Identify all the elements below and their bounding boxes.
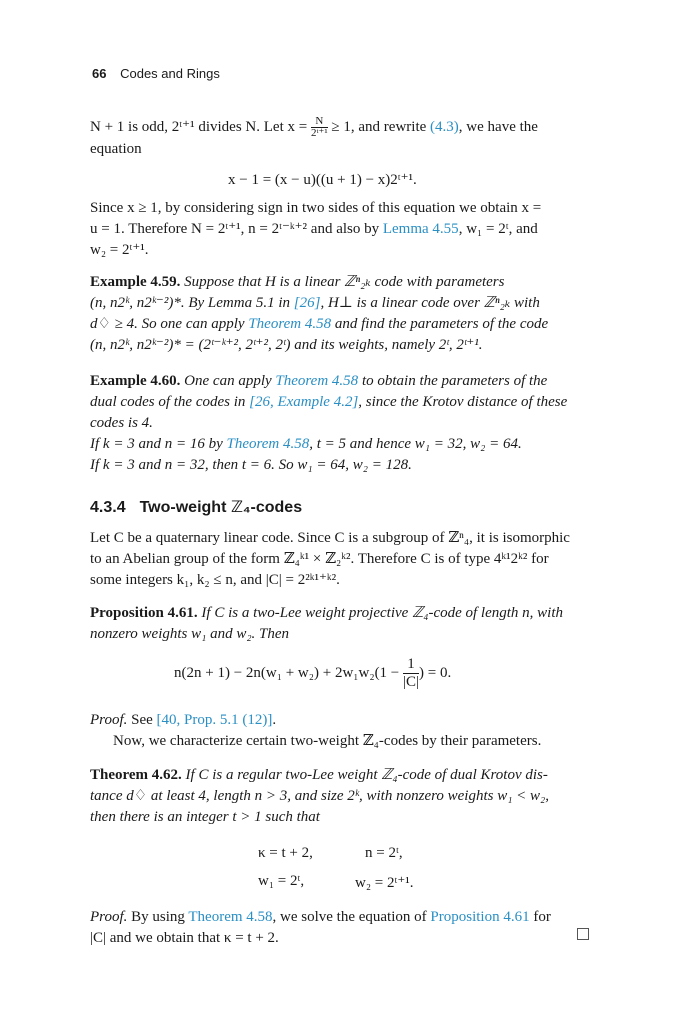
text-line: Now, we characterize certain two-weight ℤ₄-codes by their parameters. <box>113 733 542 749</box>
text: for <box>529 909 551 925</box>
text: u = 1. Therefore N = 2ᵗ⁺¹, n = 2ᵗ⁻ᵏ⁺² and also by <box>90 221 383 237</box>
text: (n, n2ᵏ, n2ᵏ⁻²)*. By Lemma 5.1 in <box>90 295 294 311</box>
eq-w1: w₁ = 2ᵗ, <box>258 873 305 889</box>
text-line: tance d♢ at least 4, length n > 3, and size 2ᵏ, with nonzero weights w₁ < w₂, <box>90 788 550 804</box>
text: Suppose that H is a linear ℤⁿ₂ₖ code with parameters <box>180 274 505 290</box>
text-line: Let C be a quaternary linear code. Since C is a subgroup of ℤⁿ₄, it is isomorphic <box>90 530 570 546</box>
theorem-link[interactable]: Theorem 4.58 <box>226 436 310 452</box>
text-line: nonzero weights w₁ and w₂. Then <box>90 626 290 642</box>
text-line: codes is 4. <box>90 415 153 431</box>
text: If k = 3 and n = 16 by <box>90 436 227 452</box>
fraction-denominator: 2ᵗ⁺¹ <box>310 127 328 139</box>
text: . <box>272 712 277 728</box>
theorem-link[interactable]: Theorem 4.58 <box>188 909 273 925</box>
text: , since the Krotov distance of these <box>358 394 568 410</box>
equation-link[interactable]: (4.3) <box>430 118 459 135</box>
text-line: to an Abelian group of the form ℤ₄ᵏ¹ × ℤ₂ᵏ². Therefore C is of type 4ᵏ¹2ᵏ² for <box>90 551 549 567</box>
text-line: equation <box>90 141 142 157</box>
text: One can apply <box>180 373 276 389</box>
section-heading <box>90 497 302 517</box>
text: , we solve the equation of <box>272 909 431 925</box>
eq-n: n = 2ᵗ, <box>365 845 403 861</box>
citation-link[interactable]: [40, Prop. 5.1 (12)] <box>156 712 273 728</box>
section-title: Two-weight ℤ₄-codes <box>139 499 303 516</box>
citation-link[interactable]: [26, Example 4.2] <box>249 394 359 410</box>
proposition-4-61 <box>90 603 590 645</box>
example-label: Example 4.60. <box>90 373 181 389</box>
proof-label: Proof. <box>90 712 128 728</box>
text: and find the parameters of the code <box>331 316 549 332</box>
text-line: If k = 3 and n = 32, then t = 6. So w₁ = 64, w₂ = 128. <box>90 457 412 473</box>
running-header <box>92 66 220 81</box>
text: , w₁ = 2ᵗ, and <box>458 221 538 237</box>
paragraph-intro <box>90 116 590 160</box>
text-line: some integers k₁, k₂ ≤ n, and |C| = 2²ᵏ¹⁺ᵏ². <box>90 572 340 588</box>
text: N + 1 is odd, 2ᵗ⁺¹ divides N. Let x = <box>90 118 311 135</box>
text: , H⊥ is a linear code over ℤⁿ₂ₖ with <box>320 295 540 311</box>
eq-kappa: κ = t + 2, <box>258 845 313 861</box>
proof-2 <box>90 907 590 949</box>
eq-w2: w₂ = 2ᵗ⁺¹. <box>355 875 414 891</box>
text-line: |C| and we obtain that κ = t + 2. <box>90 930 279 946</box>
text: , we have the <box>458 118 538 135</box>
text: If C is a two-Lee weight projective ℤ₄-code of length n, with <box>197 605 564 621</box>
fraction-numerator: 1 <box>403 656 419 674</box>
paragraph-derivation <box>90 198 590 261</box>
theorem-4-62 <box>90 765 590 828</box>
lemma-link[interactable]: Lemma 4.55 <box>382 221 459 237</box>
fraction <box>311 116 328 139</box>
text: ≥ 1, and rewrite <box>327 118 431 135</box>
running-title: Codes and Rings <box>120 66 220 81</box>
section-number: 4.3.4 <box>90 499 126 516</box>
fraction <box>403 656 419 691</box>
text-line: w₂ = 2ᵗ⁺¹. <box>90 242 149 258</box>
display-equation-2 <box>174 656 451 691</box>
text: , t = 5 and hence w₁ = 32, w₂ = 64. <box>309 436 522 452</box>
qed-square <box>577 928 589 940</box>
paragraph-quaternary <box>90 528 590 591</box>
proposition-label: Proposition 4.61. <box>90 605 198 621</box>
text: dual codes of the codes in <box>90 394 250 410</box>
eq-right: ) = 0. <box>419 664 452 681</box>
theorem-link[interactable]: Theorem 4.58 <box>275 373 359 389</box>
text-line: then there is an integer t > 1 such that <box>90 809 320 825</box>
text: to obtain the parameters of the <box>358 373 548 389</box>
citation-link[interactable]: [26] <box>293 295 321 311</box>
example-4-60 <box>90 371 590 476</box>
page-number: 66 <box>92 66 107 81</box>
theorem-link[interactable]: Theorem 4.58 <box>248 316 332 332</box>
text: d♢ ≥ 4. So one can apply <box>90 316 249 332</box>
text-line: Since x ≥ 1, by considering sign in two sides of this equation we obtain x = <box>90 200 542 216</box>
text-line: (n, n2ᵏ, n2ᵏ⁻²)* = (2ᵗ⁻ᵏ⁺², 2ᵗ⁺², 2ᵗ) and its weights, namely 2ᵗ, 2ᵗ⁺¹. <box>90 337 483 353</box>
fraction-denominator: |C| <box>403 674 420 690</box>
proof-label: Proof. <box>90 909 128 925</box>
text: By using <box>127 909 189 925</box>
fraction-numerator: N <box>311 116 328 128</box>
theorem-label: Theorem 4.62. <box>90 767 182 783</box>
proof-1 <box>90 710 590 752</box>
example-label: Example 4.59. <box>90 274 181 290</box>
text: See <box>127 712 157 728</box>
eq-left: n(2n + 1) − 2n(w₁ + w₂) + 2w₁w₂(1 − <box>174 664 404 681</box>
display-equation-1: x − 1 = (x − u)((u + 1) − x)2ᵗ⁺¹. <box>228 172 417 188</box>
example-4-59 <box>90 272 590 356</box>
proposition-link[interactable]: Proposition 4.61 <box>430 909 530 925</box>
text: If C is a regular two-Lee weight ℤ₄-code of dual Krotov dis- <box>181 767 548 783</box>
